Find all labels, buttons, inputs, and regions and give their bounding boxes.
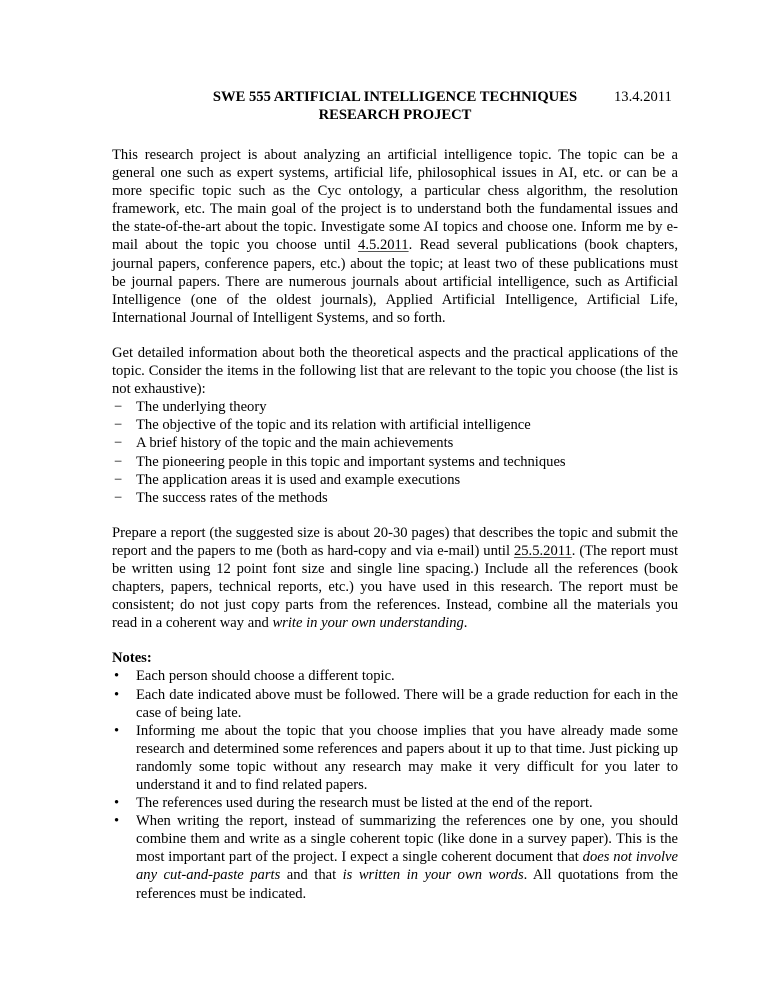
- note-5-text-3: . All quotations from the references must be indicated.: [136, 867, 678, 902]
- title-line-2: RESEARCH PROJECT: [318, 107, 472, 123]
- list-item: − The pioneering people in this topic and important systems and techniques: [112, 453, 678, 471]
- list-item: − The underlying theory: [112, 398, 678, 416]
- details-paragraph: Get detailed information about both the theoretical aspects and the practical applications of the topic. Consider the items in the following list that are relevant to the topic you choose (the list is not exhaustive):: [112, 344, 678, 398]
- note-item: [112, 812, 678, 902]
- note-item: • Each person should choose a different topic.: [112, 667, 678, 685]
- document-header: [0, 88, 768, 128]
- note-5-text-2: and that: [280, 867, 343, 884]
- notes-list: [112, 667, 678, 902]
- note-5-emphasis-1: does not involve any cut-and-paste parts: [136, 849, 678, 884]
- note-item: • Each date indicated above must be followed. There will be a grade reduction for each in the case of being late.: [112, 686, 678, 722]
- document-date: 13.4.2011: [614, 89, 672, 105]
- topic-deadline: 4.5.2011: [358, 237, 409, 254]
- document-title: [190, 88, 600, 124]
- intro-paragraph: [112, 146, 678, 327]
- report-paragraph: [112, 524, 678, 633]
- topic-aspects-list: [112, 398, 678, 507]
- note-item: • The references used during the research must be listed at the end of the report.: [112, 794, 678, 812]
- list-item: − The application areas it is used and example executions: [112, 471, 678, 489]
- report-deadline: 25.5.2011: [513, 542, 572, 559]
- report-text-1: Prepare a report (the suggested size is about 20-30 pages) that describes the topic and submit the report and the papers to me (both as hard-copy and via e-mail) until: [112, 524, 678, 559]
- list-item: − The objective of the topic and its relation with artificial intelligence: [112, 416, 678, 434]
- title-line-1: SWE 555 ARTIFICIAL INTELLIGENCE TECHNIQUES: [212, 89, 578, 105]
- report-text-2: . (The report must be written using 12 point font size and single line spacing.) Include all the references (book chapters, papers, technical reports, etc.) you have used in this research. The report must be consistent; do not just copy parts from the references. Instead, combine all the materials you read in a coherent way and: [112, 542, 678, 632]
- list-item: − A brief history of the topic and the main achievements: [112, 434, 678, 452]
- document-body: [112, 146, 678, 903]
- intro-text-1: This research project is about analyzing an artificial intelligence topic. The topic can be a general one such as expert systems, artificial life, philosophical issues in AI, etc. or can be a more specific topic such as the Cyc ontology, a particular chess algorithm, the resolution framework, etc. The main goal of the project is to understand both the fundamental issues and the state-of-the-art about the topic. Investigate some AI topics and choose one. Inform me by e-mail about the topic you choose until: [112, 147, 678, 254]
- report-text-3: .: [463, 615, 468, 632]
- intro-text-2: . Read several publications (book chapters, journal papers, conference papers, etc.) about the topic; at least two of these publications must be journal papers. There are numerous journals about artificial intelligence, such as Artificial Intelligence (one of the oldest journals), Applied Artificial Intelligence, Artificial Life, International Journal of Intelligent Systems, and so forth.: [112, 237, 678, 326]
- list-item: − The success rates of the methods: [112, 489, 678, 507]
- note-5-emphasis-2: is written in your own words: [342, 867, 524, 884]
- note-5-text-1: When writing the report, instead of summarizing the references one by one, you should combine them and write as a single coherent topic (like done in a survey paper). This is the most important part of the project. I expect a single coherent document that: [136, 813, 678, 866]
- note-item: • Informing me about the topic that you choose implies that you have already made some research and determined some references and papers about it up to that time. Just picking up randomly some topic without any research may make it very difficult for you later to understand it and to find related papers.: [112, 722, 678, 794]
- notes-heading: Notes:: [112, 650, 152, 667]
- report-emphasis: write in your own understanding: [272, 615, 464, 632]
